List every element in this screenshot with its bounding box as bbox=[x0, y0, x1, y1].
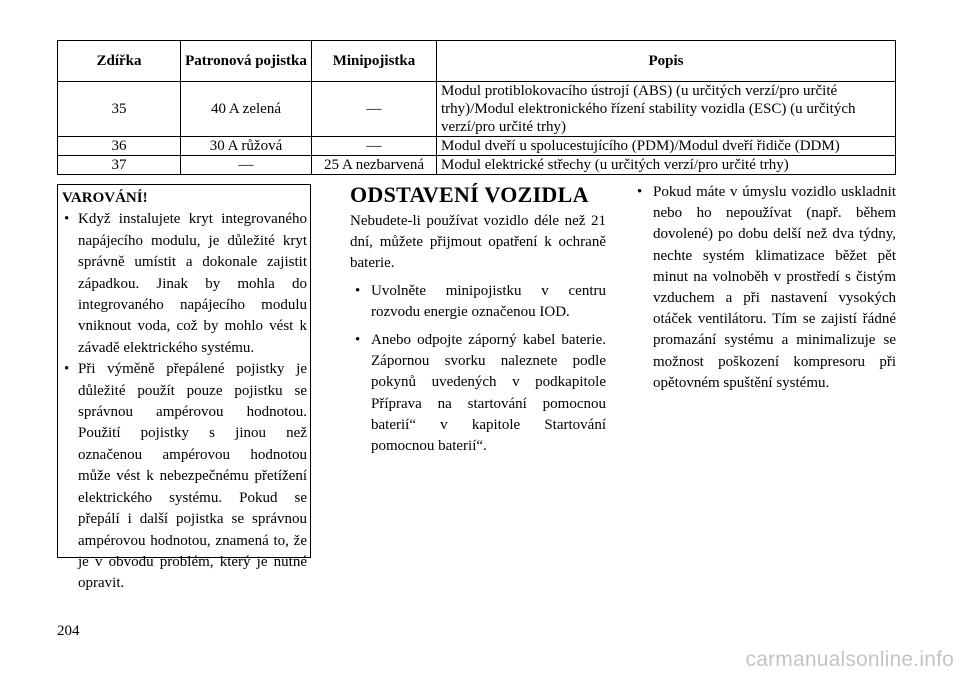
watermark: carmanualsonline.info bbox=[745, 648, 954, 671]
table-row bbox=[58, 137, 896, 156]
list-item: • Anebo odpojte záporný kabel baterie. Zápornou svorku naleznete podle pokynů uvedených v podkapitole Příprava na startování pomocnou baterií“ v kapitole Startování pomocnou baterií“. bbox=[350, 330, 606, 457]
warning-box bbox=[57, 184, 311, 592]
column-header-cartridge-fuse: Patronová pojistka bbox=[181, 41, 312, 82]
list-item: • Pokud máte v úmyslu vozidlo uskladnit nebo ho nepoužívat (např. během dovolené) po dobu delší než dva týdny, nechte systém klimatizace běžet pět minut na volnoběh v prostředí s čistým vzduchem a při nastavení vysokých otáček ventilátoru. Tím se zajistí řádné promazání systému a minimalizuje se možnost poškození kompresoru při opětovném spuštění systému. bbox=[634, 182, 896, 394]
table-row bbox=[58, 156, 896, 175]
column-header-description: Popis bbox=[437, 41, 896, 82]
cell-mini-fuse: 25 A nezbarvená bbox=[312, 156, 437, 175]
cell-cartridge-fuse: 40 A zelená bbox=[181, 82, 312, 137]
column-header-mini-fuse: Minipojistka bbox=[312, 41, 437, 82]
cell-mini-fuse: — bbox=[312, 82, 437, 137]
cell-cartridge-fuse: — bbox=[181, 156, 312, 175]
section-heading: ODSTAVENÍ VOZIDLA bbox=[350, 182, 589, 207]
warning-item: • Při výměně přepálené pojistky je důležité použít pouze pojistku se správnou ampérovou hodnotou. Použití pojistky s jinou než označenou ampérovou hodnotou může vést k nebezpečnému přetížení elektrického systému. Pokud se přepálí i další pojistka se správnou ampérovou hodnotou, znamená to, že je v obvodu problém, který je nutné opravit. bbox=[62, 359, 307, 594]
page-number: 204 bbox=[57, 623, 80, 639]
list-item: • Uvolněte minipojistku v centru rozvodu energie označenou IOD. bbox=[350, 281, 606, 323]
warning-list bbox=[62, 209, 307, 594]
cell-description: Modul protiblokovacího ústrojí (ABS) (u určitých verzí/pro určité trhy)/Modul elektronického řízení stability vozidla (ESC) (u určitých verzí/pro určité trhy) bbox=[437, 82, 896, 137]
cell-description: Modul elektrické střechy (u určitých verzí/pro určité trhy) bbox=[437, 156, 896, 175]
column-header-socket: Zdířka bbox=[58, 41, 181, 82]
warning-item: • Když instalujete kryt integrovaného napájecího modulu, je důležité kryt správně umístit a dokonale zajistit západkou. Jinak by mohla do integrovaného napájecího modulu vniknout voda, což by mohlo vést k závadě elektrického systému. bbox=[62, 209, 307, 359]
warning-title: VAROVÁNÍ! bbox=[62, 190, 148, 206]
table-header-row bbox=[58, 41, 896, 82]
cell-socket: 37 bbox=[58, 156, 181, 175]
section-column-middle bbox=[350, 181, 606, 464]
section-list bbox=[350, 281, 606, 458]
section-intro: Nebudete-li používat vozidlo déle než 21 dní, můžete přijmout opatření k ochraně baterie. bbox=[350, 213, 606, 272]
cell-cartridge-fuse: 30 A růžová bbox=[181, 137, 312, 156]
fuse-table bbox=[57, 40, 896, 175]
section-column-right bbox=[634, 182, 896, 394]
cell-socket: 36 bbox=[58, 137, 181, 156]
table-row bbox=[58, 82, 896, 137]
cell-mini-fuse: — bbox=[312, 137, 437, 156]
section-list-continued bbox=[634, 182, 896, 394]
cell-socket: 35 bbox=[58, 82, 181, 137]
cell-description: Modul dveří u spolucestujícího (PDM)/Modul dveří řidiče (DDM) bbox=[437, 137, 896, 156]
